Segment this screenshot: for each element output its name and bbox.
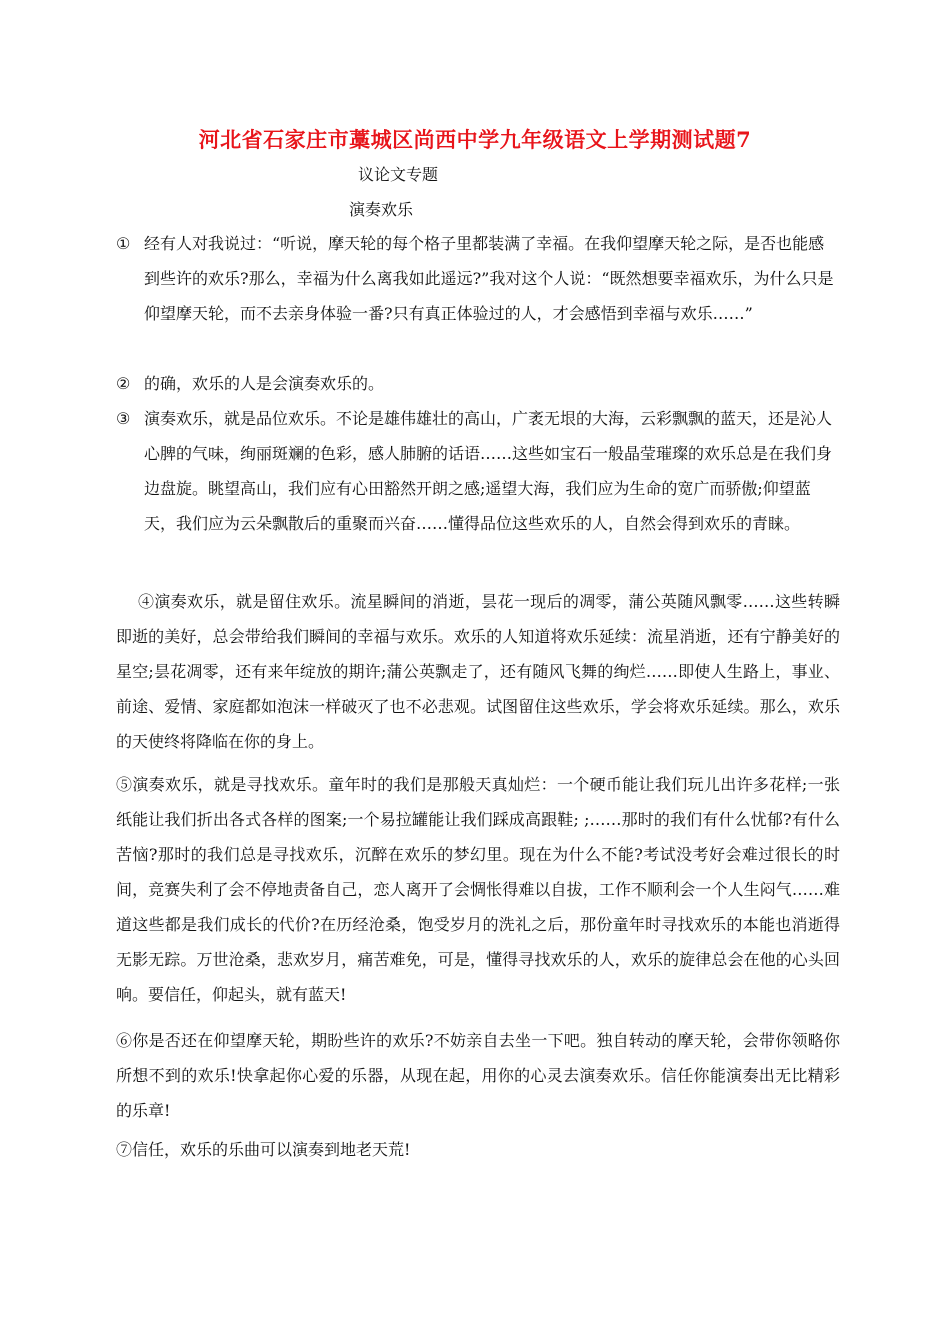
paragraph-text: 演奏欢乐，就是品位欢乐。不论是雄伟雄壮的高山，广袤无垠的大海，云彩飘飘的蓝天，还是沁人心脾的气味，绚丽斑斓的色彩，感人肺腑的话语……这些如宝石一般晶莹璀璨的欢乐总是在我们身边盘旋。眺望高山，我们应有心田豁然开朗之感;遥望大海，我们应为生命的宽广而骄傲;仰望蓝天，我们应为云朵飘散后的重聚而兴奋……懂得品位这些欢乐的人，自然会得到欢乐的青睐。 [144, 409, 833, 533]
paragraph-marker: ② [116, 374, 131, 393]
paragraph-text: 的确，欢乐的人是会演奏欢乐的。 [144, 374, 385, 393]
paragraph-5: ⑤演奏欢乐，就是寻找欢乐。童年时的我们是那般天真灿烂：一个硬币能让我们玩儿出许多花样;一张纸能让我们折出各式各样的图案;一个易拉罐能让我们踩成高跟鞋; ;……那时的我们有什么忧郁?有什么苦恼?那时的我们总是寻找欢乐，沉醉在欢乐的梦幻里。现在为什么不能?考试没考好会难过很长的时间，竞赛失利了会不停地责备自己，恋人离开了会惆怅得难以自拔，工作不顺利会一个人生闷气……难道这些都是我们成长的代价?在历经沧桑，饱受岁月的洗礼之后，那份童年时寻找欢乐的本能也消逝得无影无踪。万世沧桑，悲欢岁月，痛苦难免，可是，懂得寻找欢乐的人，欢乐的旋律总会在他的心头回响。要信任，仰起头，就有蓝天! [116, 775, 840, 1004]
paragraph-1 [116, 226, 840, 331]
essay-title: 演奏欢乐 [349, 200, 414, 219]
paragraph-7: ⑦信任，欢乐的乐曲可以演奏到地老天荒! [116, 1140, 411, 1159]
section-subtitle: 议论文专题 [358, 165, 439, 184]
paragraph-4: ④演奏欢乐，就是留住欢乐。流星瞬间的消逝，昙花一现后的凋零，蒲公英随风飘零……这些转瞬即逝的美好，总会带给我们瞬间的幸福与欢乐。欢乐的人知道将欢乐延续：流星消逝，还有宁静美好的星空;昙花凋零，还有来年绽放的期许;蒲公英飘走了，还有随风飞舞的绚烂……即使人生路上，事业、前途、爱情、家庭都如泡沫一样破灭了也不必悲观。试图留住这些欢乐，学会将欢乐延续。那么，欢乐的天使终将降临在你的身上。 [116, 592, 840, 751]
paragraph-6: ⑥你是否还在仰望摩天轮，期盼些许的欢乐?不妨亲自去坐一下吧。独自转动的摩天轮，会带你领略你所想不到的欢乐!快拿起你心爱的乐器，从现在起，用你的心灵去演奏欢乐。信任你能演奏出无比精彩的乐章! [116, 1031, 840, 1120]
paragraph-marker: ① [116, 234, 131, 253]
paragraph-2 [116, 366, 840, 401]
document-title: 河北省石家庄市藁城区尚西中学九年级语文上学期测试题7 [198, 127, 752, 152]
paragraph-text: 经有人对我说过：“听说，摩天轮的每个格子里都装满了幸福。在我仰望摩天轮之际，是否也能感到些许的欢乐?那么，幸福为什么离我如此遥远?”我对这个人说：“既然想要幸福欢乐，为什么只是仰望摩天轮，而不去亲身体验一番?只有真正体验过的人，才会感悟到幸福与欢乐……” [144, 234, 834, 323]
paragraph-3 [116, 401, 840, 541]
paragraph-marker: ③ [116, 409, 131, 428]
